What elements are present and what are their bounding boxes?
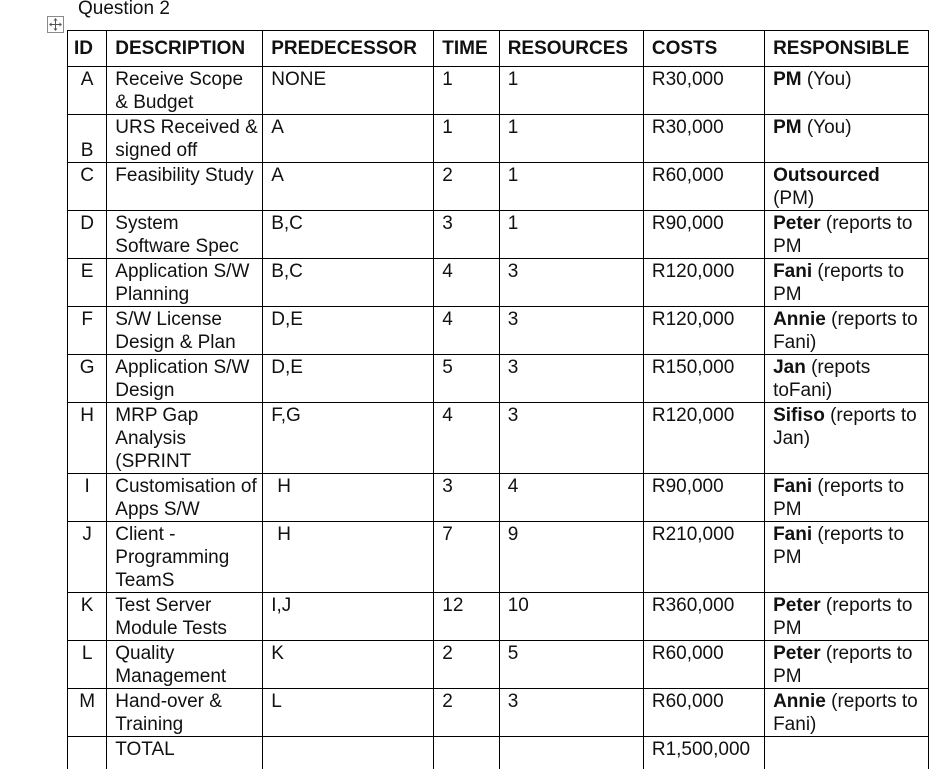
table-row	[68, 115, 929, 163]
row-description: Hand-over & Training	[107, 689, 263, 737]
row-description: Test Server Module Tests	[107, 593, 263, 641]
row-time: 3	[434, 474, 499, 522]
responsible-name: Fani	[773, 261, 813, 282]
row-description: S/W License Design & Plan	[107, 307, 263, 355]
responsible-note: (reports to PM	[773, 261, 905, 305]
row-time: 1	[434, 115, 499, 163]
row-cost: R90,000	[643, 211, 764, 259]
total-id-cell	[68, 737, 107, 769]
responsible-note: (reports to Jan)	[773, 405, 917, 449]
table-row	[68, 307, 929, 355]
row-resources: 1	[499, 115, 643, 163]
header-responsible: RESPONSIBLE	[765, 31, 929, 67]
row-id: E	[68, 259, 107, 307]
row-id: I	[68, 474, 107, 522]
row-id: A	[68, 67, 107, 115]
row-time: 2	[434, 641, 499, 689]
row-predecessor: NONE	[263, 67, 434, 115]
row-predecessor: I,J	[263, 593, 434, 641]
row-resources: 4	[499, 474, 643, 522]
row-id: K	[68, 593, 107, 641]
row-predecessor: H	[263, 522, 434, 593]
responsible-note: (repots toFani)	[773, 357, 871, 401]
row-time: 2	[434, 689, 499, 737]
total-predecessor-cell	[263, 737, 434, 769]
row-resources: 9	[499, 522, 643, 593]
responsible-note: (You)	[801, 117, 852, 138]
total-cost: R1,500,000	[643, 737, 764, 769]
row-resources: 3	[499, 689, 643, 737]
header-row	[68, 31, 929, 67]
row-description: Application S/W Design	[107, 355, 263, 403]
responsible-name: Annie	[773, 691, 826, 712]
header-description: DESCRIPTION	[107, 31, 263, 67]
table-move-handle[interactable]	[47, 16, 64, 33]
table-row	[68, 211, 929, 259]
row-description: URS Received & signed off	[107, 115, 263, 163]
table-row	[68, 522, 929, 593]
row-responsible	[765, 641, 929, 689]
row-cost: R120,000	[643, 259, 764, 307]
row-time: 4	[434, 403, 499, 474]
row-time: 3	[434, 211, 499, 259]
row-cost: R150,000	[643, 355, 764, 403]
move-arrows-icon	[49, 18, 62, 31]
responsible-name: Peter	[773, 213, 821, 234]
total-resources-cell	[499, 737, 643, 769]
row-responsible	[765, 474, 929, 522]
row-responsible	[765, 355, 929, 403]
table-row	[68, 67, 929, 115]
row-responsible	[765, 115, 929, 163]
project-table	[67, 30, 929, 769]
responsible-name: Jan	[773, 357, 806, 378]
row-description: Quality Management	[107, 641, 263, 689]
row-cost: R120,000	[643, 403, 764, 474]
row-id: H	[68, 403, 107, 474]
header-id: ID	[68, 31, 107, 67]
total-time-cell	[434, 737, 499, 769]
responsible-note: (PM)	[773, 188, 815, 209]
table-row	[68, 474, 929, 522]
responsible-name: Fani	[773, 476, 813, 497]
row-resources: 1	[499, 67, 643, 115]
responsible-note: (reports to PM	[773, 643, 913, 687]
responsible-name: Peter	[773, 595, 821, 616]
table-row	[68, 403, 929, 474]
table-row	[68, 641, 929, 689]
responsible-note: (reports to PM	[773, 213, 913, 257]
responsible-name: PM	[773, 69, 802, 90]
responsible-note: (reports to PM	[773, 524, 905, 568]
row-responsible	[765, 259, 929, 307]
row-cost: R60,000	[643, 641, 764, 689]
row-resources: 10	[499, 593, 643, 641]
row-responsible	[765, 211, 929, 259]
row-predecessor: L	[263, 689, 434, 737]
responsible-note: (reports to PM	[773, 476, 905, 520]
row-cost: R120,000	[643, 307, 764, 355]
row-predecessor: B,C	[263, 211, 434, 259]
responsible-name: Fani	[773, 524, 813, 545]
row-time: 2	[434, 163, 499, 211]
row-description: Receive Scope & Budget	[107, 67, 263, 115]
row-cost: R60,000	[643, 163, 764, 211]
responsible-note: (reports to Fani)	[773, 309, 918, 353]
row-predecessor: H	[263, 474, 434, 522]
header-predecessor: PREDECESSOR	[263, 31, 434, 67]
row-responsible	[765, 163, 929, 211]
row-description: Customisation of Apps S/W	[107, 474, 263, 522]
row-id: D	[68, 211, 107, 259]
row-id: B	[68, 115, 107, 163]
row-id: G	[68, 355, 107, 403]
row-cost: R30,000	[643, 115, 764, 163]
row-description: MRP Gap Analysis (SPRINT	[107, 403, 263, 474]
responsible-name: Peter	[773, 643, 821, 664]
row-id: J	[68, 522, 107, 593]
row-predecessor: A	[263, 115, 434, 163]
row-predecessor: F,G	[263, 403, 434, 474]
row-responsible	[765, 67, 929, 115]
row-resources: 5	[499, 641, 643, 689]
row-time: 1	[434, 67, 499, 115]
total-responsible-cell	[765, 737, 929, 769]
table-row	[68, 163, 929, 211]
row-description: Feasibility Study	[107, 163, 263, 211]
responsible-note: (reports to Fani)	[773, 691, 918, 735]
row-predecessor: K	[263, 641, 434, 689]
row-resources: 3	[499, 259, 643, 307]
table-row	[68, 593, 929, 641]
row-time: 7	[434, 522, 499, 593]
row-responsible	[765, 522, 929, 593]
responsible-name: Sifiso	[773, 405, 825, 426]
row-description: Client - Programming TeamS	[107, 522, 263, 593]
responsible-name: PM	[773, 117, 802, 138]
row-time: 4	[434, 307, 499, 355]
row-time: 4	[434, 259, 499, 307]
row-cost: R210,000	[643, 522, 764, 593]
row-time: 12	[434, 593, 499, 641]
row-cost: R60,000	[643, 689, 764, 737]
row-resources: 3	[499, 403, 643, 474]
row-time: 5	[434, 355, 499, 403]
row-resources: 3	[499, 307, 643, 355]
row-resources: 3	[499, 355, 643, 403]
row-responsible	[765, 593, 929, 641]
row-id: L	[68, 641, 107, 689]
row-responsible	[765, 689, 929, 737]
responsible-note: (reports to PM	[773, 595, 913, 639]
row-cost: R360,000	[643, 593, 764, 641]
table-row	[68, 689, 929, 737]
row-description: System Software Spec	[107, 211, 263, 259]
table-row	[68, 355, 929, 403]
row-responsible	[765, 403, 929, 474]
row-description: Application S/W Planning	[107, 259, 263, 307]
row-predecessor: B,C	[263, 259, 434, 307]
row-cost: R30,000	[643, 67, 764, 115]
responsible-name: Annie	[773, 309, 826, 330]
responsible-note: (You)	[801, 69, 852, 90]
row-predecessor: A	[263, 163, 434, 211]
row-resources: 1	[499, 163, 643, 211]
table-row	[68, 259, 929, 307]
row-predecessor: D,E	[263, 307, 434, 355]
row-resources: 1	[499, 211, 643, 259]
row-id: M	[68, 689, 107, 737]
header-resources: RESOURCES	[499, 31, 643, 67]
header-costs: COSTS	[643, 31, 764, 67]
total-row	[68, 737, 929, 769]
row-cost: R90,000	[643, 474, 764, 522]
question-title: Question 2	[78, 0, 170, 19]
row-responsible	[765, 307, 929, 355]
responsible-name: Outsourced	[773, 165, 880, 186]
row-id: C	[68, 163, 107, 211]
row-id: F	[68, 307, 107, 355]
header-time: TIME	[434, 31, 499, 67]
row-predecessor: D,E	[263, 355, 434, 403]
total-label: TOTAL	[107, 737, 263, 769]
